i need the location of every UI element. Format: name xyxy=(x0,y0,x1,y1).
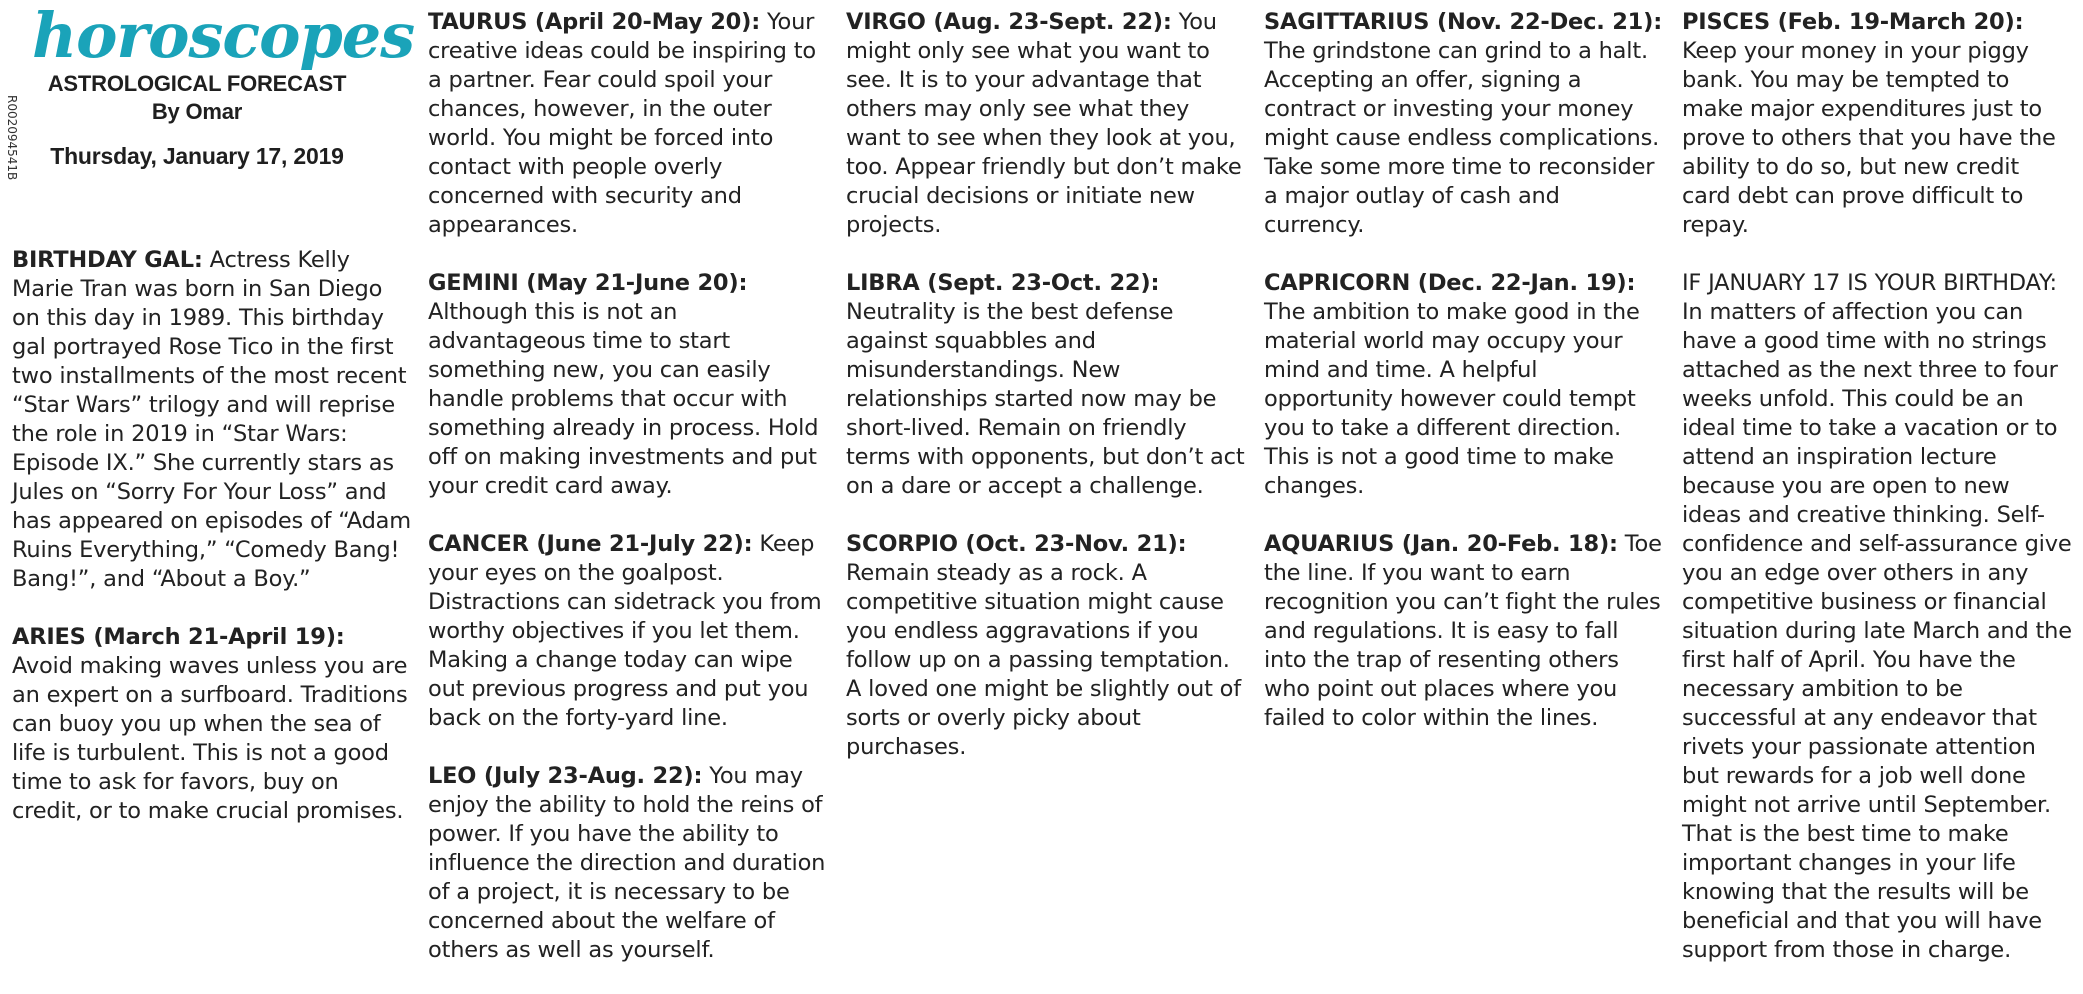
scorpio-entry xyxy=(846,530,1246,762)
column-5 xyxy=(1682,8,2074,994)
publish-date: Thursday, January 17, 2019 xyxy=(50,143,344,169)
gemini-text: Although this is not an advantageous time to start something new, you can easily handle problems that occur with something already in process. Hold off on making investments and put your credit card away. xyxy=(428,299,819,499)
birthday-forecast: IF JANUARY 17 IS YOUR BIRTHDAY: In matters of affection you can have a good time with no strings attached as the next three to four weeks unfold. This could be an ideal time to take a vacation or to attend an inspiration lecture because you are open to new ideas and creative thinking. Self-confidence and self-assurance give you an edge over others in any competitive business or financial situation during late March and the first half of April. You have the necessary ambition to be successful at any endeavor that rivets your passionate attention but rewards for a job well done might not arrive until September. That is the best time to make important changes in your life knowing that the results will be beneficial and that you will have support from those in charge. xyxy=(1682,270,2072,963)
cancer-entry xyxy=(428,530,828,733)
byline: By Omar xyxy=(151,99,243,124)
column-4 xyxy=(1264,8,1664,762)
pisces-entry xyxy=(1682,8,2074,240)
column-2 xyxy=(428,8,828,994)
taurus-heading: TAURUS (April 20-May 20): xyxy=(428,9,761,35)
scorpio-text: Remain steady as a rock. A competitive situation might cause you endless aggravations if you follow up on a passing temptation. A loved one might be slightly out of sorts or overly picky about purchases. xyxy=(846,560,1241,760)
libra-text: Neutrality is the best defense against squabbles and misunderstandings. New relationships started now may be short-lived. Remain on friendly terms with opponents, but don’t act on a dare or accept a challenge. xyxy=(846,299,1245,499)
pisces-heading: PISCES (Feb. 19-March 20): xyxy=(1682,9,2024,35)
aquarius-entry xyxy=(1264,530,1664,733)
horoscopes-logo: horoscopes xyxy=(32,0,415,72)
leo-entry xyxy=(428,762,828,965)
capricorn-heading: CAPRICORN (Dec. 22-Jan. 19): xyxy=(1264,270,1636,296)
taurus-entry xyxy=(428,8,828,240)
virgo-entry xyxy=(846,8,1246,240)
virgo-heading: VIRGO (Aug. 23-Sept. 22): xyxy=(846,9,1172,35)
sagittarius-entry xyxy=(1264,8,1664,240)
libra-heading: LIBRA (Sept. 23-Oct. 22): xyxy=(846,270,1160,296)
virgo-text: You might only see what you want to see. It is to your advantage that others may only see what they want to see when they look at you, too. Appear friendly but don’t make crucial decisions or initiate new projects. xyxy=(846,9,1242,238)
sagittarius-text: The grindstone can grind to a halt. Accepting an offer, signing a contract or investing your money might cause endless complications. Take some more time to reconsider a major outlay of cash and currency. xyxy=(1264,38,1660,238)
forecast-title: ASTROLOGICAL FORECAST xyxy=(47,71,347,96)
birthday-gal-entry xyxy=(12,246,412,594)
aquarius-heading: AQUARIUS (Jan. 20-Feb. 18): xyxy=(1264,531,1618,557)
cancer-heading: CANCER (June 21-July 22): xyxy=(428,531,753,557)
scorpio-heading: SCORPIO (Oct. 23-Nov. 21): xyxy=(846,531,1187,557)
libra-entry xyxy=(846,269,1246,501)
sagittarius-heading: SAGITTARIUS (Nov. 22-Dec. 21): xyxy=(1264,9,1663,35)
capricorn-text: The ambition to make good in the material world may occupy your mind and time. A helpful opportunity however could tempt you to take a different direction. This is not a good time to make changes. xyxy=(1264,299,1640,499)
leo-text: You may enjoy the ability to hold the reins of power. If you have the ability to influence the direction and duration of a project, it is necessary to be concerned about the welfare of others as well as yourself. xyxy=(428,763,826,963)
masthead xyxy=(32,0,415,170)
cancer-text: Keep your eyes on the goalpost. Distractions can sidetrack you from worthy objectives if you let them. Making a change today can wipe out previous progress and put you back on the forty-yard line. xyxy=(428,531,822,731)
column-1 xyxy=(12,0,415,855)
side-code: R002094541B xyxy=(5,95,19,181)
birthday-gal-text: Actress Kelly Marie Tran was born in San Diego on this day in 1989. This birthday gal portrayed Rose Tico in the first two installments of the most recent “Star Wars” trilogy and will reprise the role in 2019 in “Star Wars: Episode IX.” She currently stars as Jules on “Sorry For Your Loss” and has appeared on episodes of “Adam Ruins Everything,” “Comedy Bang! Bang!”, and “About a Boy.” xyxy=(12,247,411,592)
aquarius-text: Toe the line. If you want to earn recognition you can’t fight the rules and regulations. It is easy to fall into the trap of resenting others who point out places where you failed to color within the lines. xyxy=(1264,531,1662,731)
leo-heading: LEO (July 23-Aug. 22): xyxy=(428,763,703,789)
birthday-gal-heading: BIRTHDAY GAL: xyxy=(12,247,203,273)
gemini-entry xyxy=(428,269,828,501)
pisces-text: Keep your money in your piggy bank. You may be tempted to make major expenditures just to prove to others that you have the ability to do so, but new credit card debt can prove difficult to repay. xyxy=(1682,38,2056,238)
capricorn-entry xyxy=(1264,269,1664,501)
taurus-text: Your creative ideas could be inspiring to a partner. Fear could spoil your chances, however, in the outer world. You might be forced into contact with people overly concerned with security and appearances. xyxy=(428,9,816,238)
column-3 xyxy=(846,8,1246,791)
aries-entry xyxy=(12,623,412,826)
column-1-body xyxy=(12,246,412,826)
gemini-heading: GEMINI (May 21-June 20): xyxy=(428,270,748,296)
aries-heading: ARIES (March 21-April 19): xyxy=(12,624,345,650)
aries-text: Avoid making waves unless you are an expert on a surfboard. Traditions can buoy you up when the sea of life is turbulent. This is not a good time to ask for favors, buy on credit, or to make crucial promises. xyxy=(12,653,408,824)
